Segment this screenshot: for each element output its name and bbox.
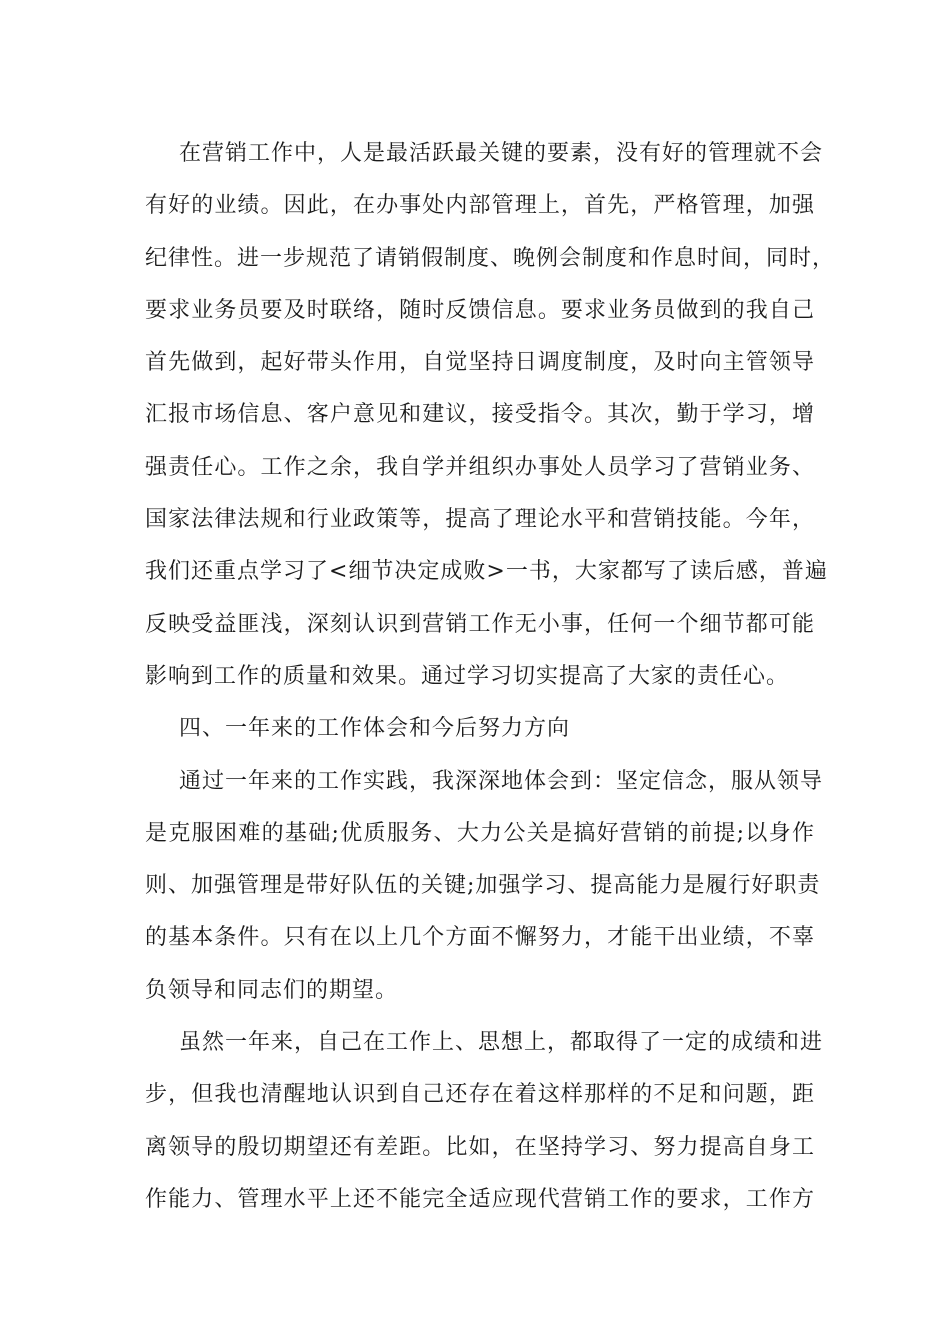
document-body xyxy=(145,128,836,1226)
text-line: 的基本条件。只有在以上几个方面不懈努力，才能干出业绩，不辜 xyxy=(145,925,815,951)
text-line: 离领导的殷切期望还有差距。比如，在坚持学习、努力提高自身工 xyxy=(145,1134,815,1160)
text-line: 步，但我也清醒地认识到自己还存在着这样那样的不足和问题，距 xyxy=(145,1082,815,1108)
text-line: 反映受益匪浅，深刻认识到营销工作无小事，任何一个细节都可能 xyxy=(145,611,815,637)
text-line: 要求业务员要及时联络，随时反馈信息。要求业务员做到的我自己 xyxy=(145,297,815,323)
text-line: 四、一年来的工作体会和今后努力方向 xyxy=(179,716,571,742)
text-line: 首先做到，起好带头作用，自觉坚持日调度制度，及时向主管领导 xyxy=(145,350,815,376)
text-line: 虽然一年来，自己在工作上、思想上，都取得了一定的成绩和进 xyxy=(179,1030,824,1056)
text-line: 我们还重点学习了<细节决定成败>一书，大家都写了读后感，普遍 xyxy=(145,559,828,585)
text-line: 国家法律法规和行业政策等，提高了理论水平和营销技能。今年， xyxy=(145,507,815,533)
text-line: 作能力、管理水平上还不能完全适应现代营销工作的要求，工作方 xyxy=(145,1186,815,1212)
text-line: 汇报市场信息、客户意见和建议，接受指令。其次，勤于学习，增 xyxy=(145,402,815,428)
text-line: 是克服困难的基础;优质服务、大力公关是搞好营销的前提;以身作 xyxy=(145,820,815,846)
text-line: 影响到工作的质量和效果。通过学习切实提高了大家的责任心。 xyxy=(145,663,790,689)
text-line: 纪律性。进一步规范了请销假制度、晚例会制度和作息时间，同时， xyxy=(145,245,836,271)
text-line: 通过一年来的工作实践，我深深地体会到：坚定信念，服从领导 xyxy=(179,768,824,794)
text-line: 则、加强管理是带好队伍的关键;加强学习、提高能力是履行好职责 xyxy=(145,873,821,899)
text-line: 在营销工作中，人是最活跃最关键的要素，没有好的管理就不会 xyxy=(179,141,824,166)
text-line: 有好的业绩。因此，在办事处内部管理上，首先，严格管理，加强 xyxy=(145,193,815,219)
text-line: 负领导和同志们的期望。 xyxy=(145,977,399,1003)
text-line: 强责任心。工作之余，我自学并组织办事处人员学习了营销业务、 xyxy=(145,454,815,480)
